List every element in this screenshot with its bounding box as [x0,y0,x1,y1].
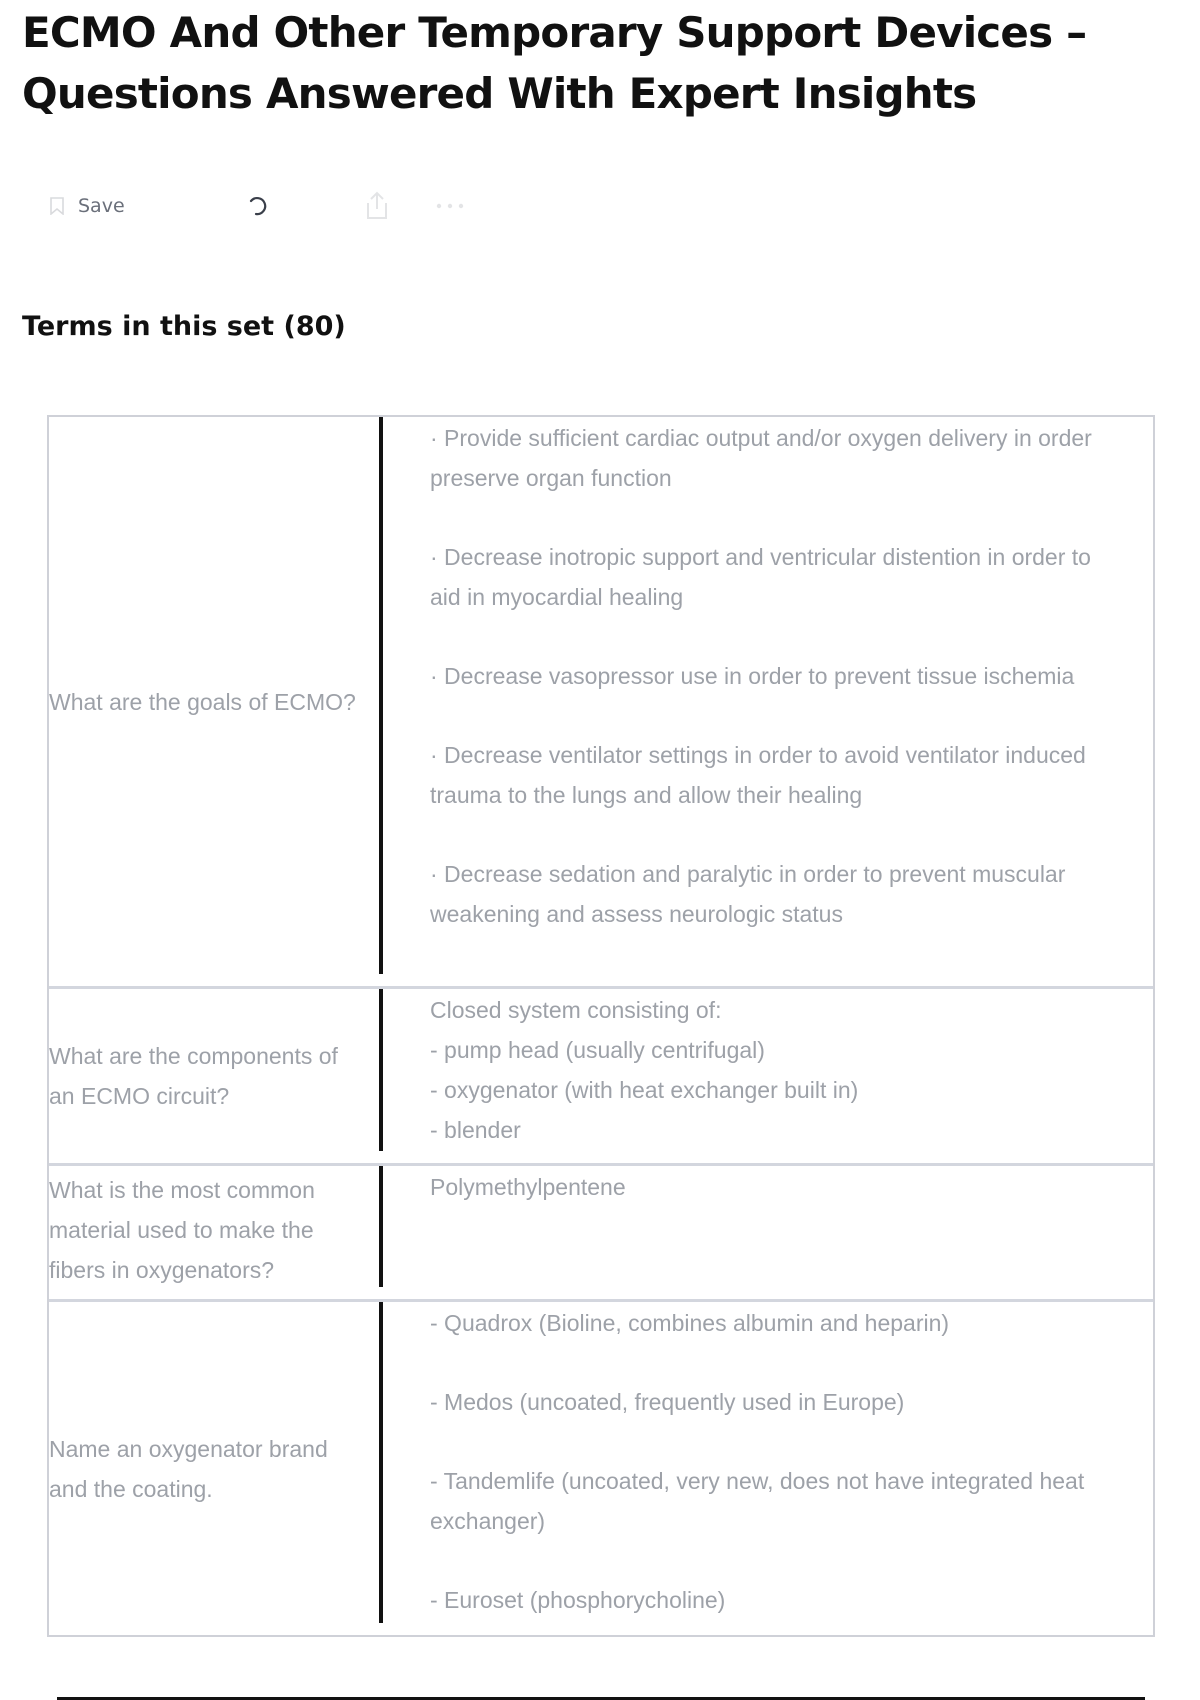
definition-line: - blender [430,1117,521,1143]
set-toolbar [50,186,510,226]
term-row[interactable] [49,1163,1153,1299]
more-icon [435,201,465,211]
definition-line: · Provide sufficient cardiac output and/or oxygen delivery in order preserve organ function [430,425,1099,491]
terms-heading: Terms in this set (80) [22,311,346,342]
definition-cell [383,417,1153,986]
definition-line: · Decrease ventilator settings in order to avoid ventilator induced trauma to the lungs and allow their healing [430,742,1093,808]
share-icon [364,191,390,221]
definition-line: · Decrease vasopressor use in order to prevent tissue ischemia [430,663,1075,689]
definition-cell [383,1166,1153,1299]
term-text: What is the most common material used to make the fibers in oxygenators? [49,1177,315,1283]
page-title: ECMO And Other Temporary Support Devices – Questions Answered With Expert Insights [22,8,1087,118]
term-row[interactable] [49,1299,1153,1635]
share-button[interactable] [364,186,390,226]
definition-cell [383,989,1153,1163]
definition-line: - oxygenator (with heat exchanger built in) [430,1077,859,1103]
bookmark-icon [50,197,64,215]
spinner-icon [245,193,271,219]
term-text: What are the components of an ECMO circuit? [49,1043,338,1109]
loading-spinner [245,186,271,226]
term-text: What are the goals of ECMO? [49,688,356,715]
definition-line: Polymethylpentene [430,1174,626,1200]
definition-line: - Quadrox (Bioline, combines albumin and heparin) [430,1310,950,1336]
term-row[interactable] [49,986,1153,1163]
definition-cell [383,1302,1153,1635]
term-row[interactable] [49,417,1153,986]
terms-table [47,415,1155,1637]
save-button[interactable] [50,186,125,226]
more-button[interactable] [435,186,465,226]
definition-line: Closed system consisting of: [430,997,722,1023]
definition-line: - Euroset (phosphorycholine) [430,1587,726,1613]
definition-line: - pump head (usually centrifugal) [430,1037,765,1063]
definition-line: - Medos (uncoated, frequently used in Europe) [430,1389,905,1415]
term-text: Name an oxygenator brand and the coating. [49,1435,328,1502]
definition-line: - Tandemlife (uncoated, very new, does not have integrated heat exchanger) [430,1468,1091,1534]
definition-line: · Decrease sedation and paralytic in order to prevent muscular weakening and assess neurologic status [430,861,1072,927]
save-label: Save [78,195,125,217]
definition-line: · Decrease inotropic support and ventricular distention in order to aid in myocardial healing [430,544,1098,610]
